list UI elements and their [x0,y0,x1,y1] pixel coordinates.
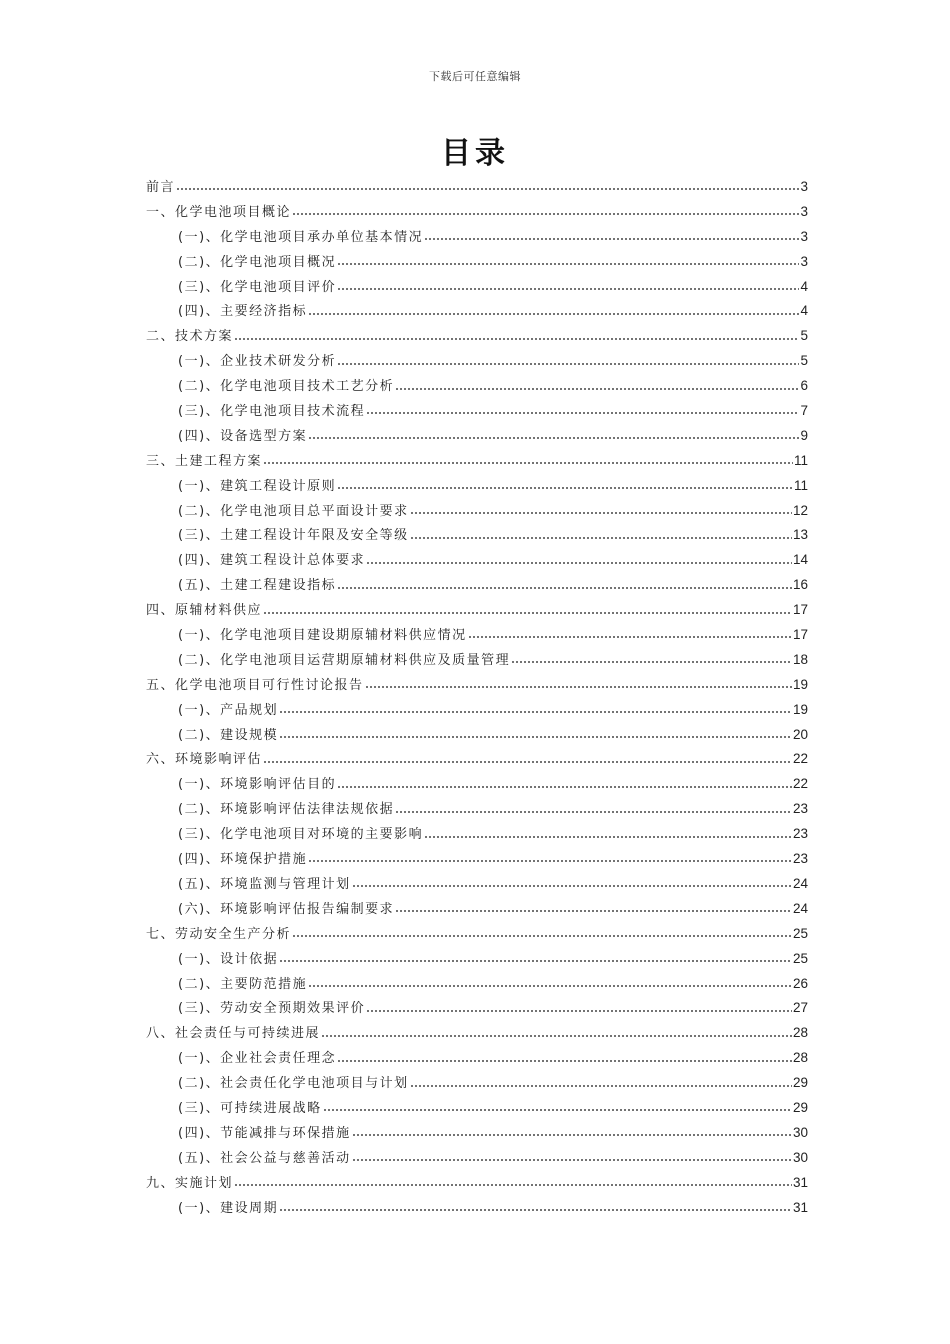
toc-entry-page: 31 [792,1174,808,1190]
toc-entry[interactable] [146,747,808,772]
toc-entry-label: (一)、环境影响评估目的 [178,777,337,793]
toc-entry-page: 24 [792,875,808,891]
toc-entry-page: 25 [792,950,808,966]
toc-dot-leader [234,1181,792,1190]
toc-dot-leader [424,235,799,244]
toc-dot-leader [366,409,799,418]
table-of-contents [146,175,808,1220]
toc-entry-label: (五)、土建工程建设指标 [178,578,337,594]
toc-entry[interactable] [146,822,808,847]
toc-entry-label: 一、化学电池项目概论 [146,204,292,220]
toc-entry-page: 4 [800,303,808,319]
toc-dot-leader [279,1205,792,1214]
toc-entry-label: (一)、企业技术研发分析 [178,354,337,370]
toc-entry-label: 七、劳动安全生产分析 [146,926,292,942]
toc-entry-page: 13 [792,527,808,543]
toc-dot-leader [410,533,792,542]
toc-entry[interactable] [146,523,808,548]
toc-dot-leader [263,608,792,617]
toc-entry[interactable] [146,996,808,1021]
toc-entry-label: (四)、建筑工程设计总体要求 [178,553,366,569]
toc-entry-label: (三)、化学电池项目对环境的主要影响 [178,827,424,843]
toc-entry[interactable] [146,623,808,648]
toc-dot-leader [279,733,792,742]
toc-entry-page: 31 [792,1199,808,1215]
toc-dot-leader [424,832,792,841]
toc-entry-page: 23 [792,826,808,842]
toc-entry-page: 25 [792,925,808,941]
toc-entry[interactable] [146,250,808,275]
toc-dot-leader [292,210,799,219]
toc-dot-leader [410,1081,792,1090]
toc-entry[interactable] [146,723,808,748]
toc-dot-leader [234,334,799,343]
toc-entry-page: 22 [792,776,808,792]
toc-dot-leader [321,1031,792,1040]
toc-entry[interactable] [146,225,808,250]
toc-entry[interactable] [146,449,808,474]
page-title: 目录 [441,136,509,171]
toc-entry[interactable] [146,897,808,922]
toc-entry-label: (一)、企业社会责任理念 [178,1051,337,1067]
toc-entry-label: (二)、化学电池项目总平面设计要求 [178,503,409,519]
toc-entry[interactable] [146,972,808,997]
toc-entry-label: (四)、主要经济指标 [178,304,308,320]
toc-dot-leader [395,384,799,393]
toc-entry-page: 28 [792,1025,808,1041]
toc-entry[interactable] [146,1096,808,1121]
toc-entry-label: (五)、社会公益与慈善活动 [178,1150,351,1166]
toc-entry-label: 四、原辅材料供应 [146,603,263,619]
toc-entry-label: (一)、化学电池项目承办单位基本情况 [178,229,424,245]
toc-dot-leader [323,1106,792,1115]
toc-dot-leader [337,583,792,592]
toc-entry-label: (一)、化学电池项目建设期原辅材料供应情况 [178,628,467,644]
toc-entry-label: (三)、劳动安全预期效果评价 [178,1001,366,1017]
toc-entry-page: 17 [792,627,808,643]
toc-entry[interactable] [146,1071,808,1096]
header-note: 下载后可任意编辑 [429,70,521,83]
toc-entry[interactable] [146,349,808,374]
toc-entry[interactable] [146,1046,808,1071]
toc-entry-page: 29 [792,1075,808,1091]
toc-entry-page: 11 [793,452,808,468]
toc-entry[interactable] [146,698,808,723]
toc-dot-leader [366,1006,792,1015]
toc-entry[interactable] [146,548,808,573]
toc-dot-leader [366,558,792,567]
toc-entry-page: 3 [800,253,808,269]
toc-entry-label: (四)、环境保护措施 [178,852,308,868]
toc-entry-label: (三)、土建工程设计年限及安全等级 [178,528,409,544]
toc-entry-page: 3 [800,179,808,194]
toc-entry[interactable] [146,872,808,897]
toc-entry-page: 19 [792,701,808,717]
toc-entry-page: 5 [800,353,808,369]
toc-entry[interactable] [146,673,808,698]
toc-dot-leader [352,882,792,891]
toc-dot-leader [468,633,792,642]
toc-dot-leader [365,683,792,692]
toc-entry-page: 6 [800,378,808,394]
toc-entry-label: 三、土建工程方案 [146,453,263,469]
toc-entry-page: 29 [792,1099,808,1115]
toc-entry[interactable] [146,772,808,797]
toc-entry-page: 19 [792,676,808,692]
toc-entry[interactable] [146,399,808,424]
toc-entry-label: (二)、化学电池项目运营期原辅材料供应及质量管理 [178,652,511,668]
toc-entry[interactable] [146,648,808,673]
toc-entry-page: 3 [800,228,808,244]
toc-entry-label: (四)、设备选型方案 [178,428,308,444]
toc-entry-label: (一)、设计依据 [178,951,279,967]
toc-entry[interactable] [146,374,808,399]
toc-dot-leader [263,459,793,468]
toc-dot-leader [263,757,792,766]
toc-entry[interactable] [146,200,808,225]
toc-entry-label: (二)、化学电池项目概况 [178,254,337,270]
toc-dot-leader [308,857,792,866]
toc-entry[interactable] [146,1146,808,1171]
toc-entry-label: (四)、节能减排与环保措施 [178,1125,351,1141]
toc-dot-leader [511,658,792,667]
toc-entry-page: 26 [792,975,808,991]
toc-entry-page: 20 [792,726,808,742]
toc-entry[interactable] [146,324,808,349]
toc-entry-page: 7 [800,403,808,419]
toc-dot-leader [176,185,799,194]
toc-entry-page: 11 [793,477,808,493]
toc-entry-label: 八、社会责任与可持续进展 [146,1026,321,1042]
toc-entry-label: (二)、建设规模 [178,727,279,743]
toc-dot-leader [410,509,792,518]
toc-entry-page: 14 [792,552,808,568]
toc-entry[interactable] [146,275,808,300]
toc-entry-page: 17 [792,602,808,618]
toc-entry-page: 23 [792,801,808,817]
toc-entry-page: 4 [800,278,808,294]
toc-entry-label: (六)、环境影响评估报告编制要求 [178,901,395,917]
toc-entry[interactable] [146,1121,808,1146]
toc-entry[interactable] [146,1171,808,1196]
toc-entry-label: 二、技术方案 [146,329,234,345]
toc-entry[interactable] [146,797,808,822]
toc-dot-leader [308,434,799,443]
toc-entry-label: (一)、建筑工程设计原则 [178,478,337,494]
toc-entry-page: 23 [792,851,808,867]
toc-dot-leader [337,782,792,791]
toc-dot-leader [395,807,792,816]
toc-entry-page: 12 [792,502,808,518]
toc-entry-label: (一)、建设周期 [178,1200,279,1216]
toc-dot-leader [337,260,799,269]
toc-entry[interactable] [146,175,808,200]
toc-entry[interactable] [146,499,808,524]
toc-entry-page: 16 [792,577,808,593]
toc-entry-label: (三)、化学电池项目技术流程 [178,404,366,420]
toc-dot-leader [279,708,792,717]
toc-entry[interactable] [146,299,808,324]
toc-dot-leader [337,1056,792,1065]
toc-entry-label: 九、实施计划 [146,1175,234,1191]
toc-entry-page: 5 [800,328,808,344]
toc-entry-label: 前言 [146,180,176,195]
toc-entry-page: 22 [792,751,808,767]
toc-entry[interactable] [146,1021,808,1046]
toc-entry-label: (二)、化学电池项目技术工艺分析 [178,379,395,395]
toc-entry-page: 18 [792,651,808,667]
toc-entry-page: 27 [792,1000,808,1016]
toc-dot-leader [279,957,792,966]
toc-entry[interactable] [146,598,808,623]
toc-dot-leader [395,907,792,916]
toc-entry[interactable] [146,847,808,872]
toc-entry-page: 24 [792,900,808,916]
toc-entry-page: 9 [800,427,808,443]
toc-entry-label: (一)、产品规划 [178,702,279,718]
toc-entry-label: (三)、可持续进展战略 [178,1100,322,1116]
toc-entry[interactable] [146,474,808,499]
toc-entry-label: (三)、化学电池项目评价 [178,279,337,295]
toc-entry-page: 3 [800,203,808,219]
toc-entry[interactable] [146,573,808,598]
toc-entry-label: 六、环境影响评估 [146,752,263,768]
toc-dot-leader [337,484,793,493]
toc-entry[interactable] [146,1196,808,1221]
toc-dot-leader [352,1131,792,1140]
toc-dot-leader [308,981,792,990]
toc-entry-label: (二)、环境影响评估法律法规依据 [178,802,395,818]
toc-entry[interactable] [146,922,808,947]
toc-entry[interactable] [146,424,808,449]
toc-entry-page: 30 [792,1149,808,1165]
toc-dot-leader [337,359,799,368]
toc-dot-leader [292,932,792,941]
toc-entry-label: 五、化学电池项目可行性讨论报告 [146,677,364,693]
toc-entry-page: 28 [792,1050,808,1066]
toc-dot-leader [352,1156,792,1165]
toc-entry[interactable] [146,947,808,972]
toc-entry-label: (五)、环境监测与管理计划 [178,876,351,892]
toc-entry-page: 30 [792,1124,808,1140]
toc-entry-label: (二)、社会责任化学电池项目与计划 [178,1076,409,1092]
toc-dot-leader [308,309,799,318]
toc-dot-leader [337,285,799,294]
toc-entry-label: (二)、主要防范措施 [178,976,308,992]
